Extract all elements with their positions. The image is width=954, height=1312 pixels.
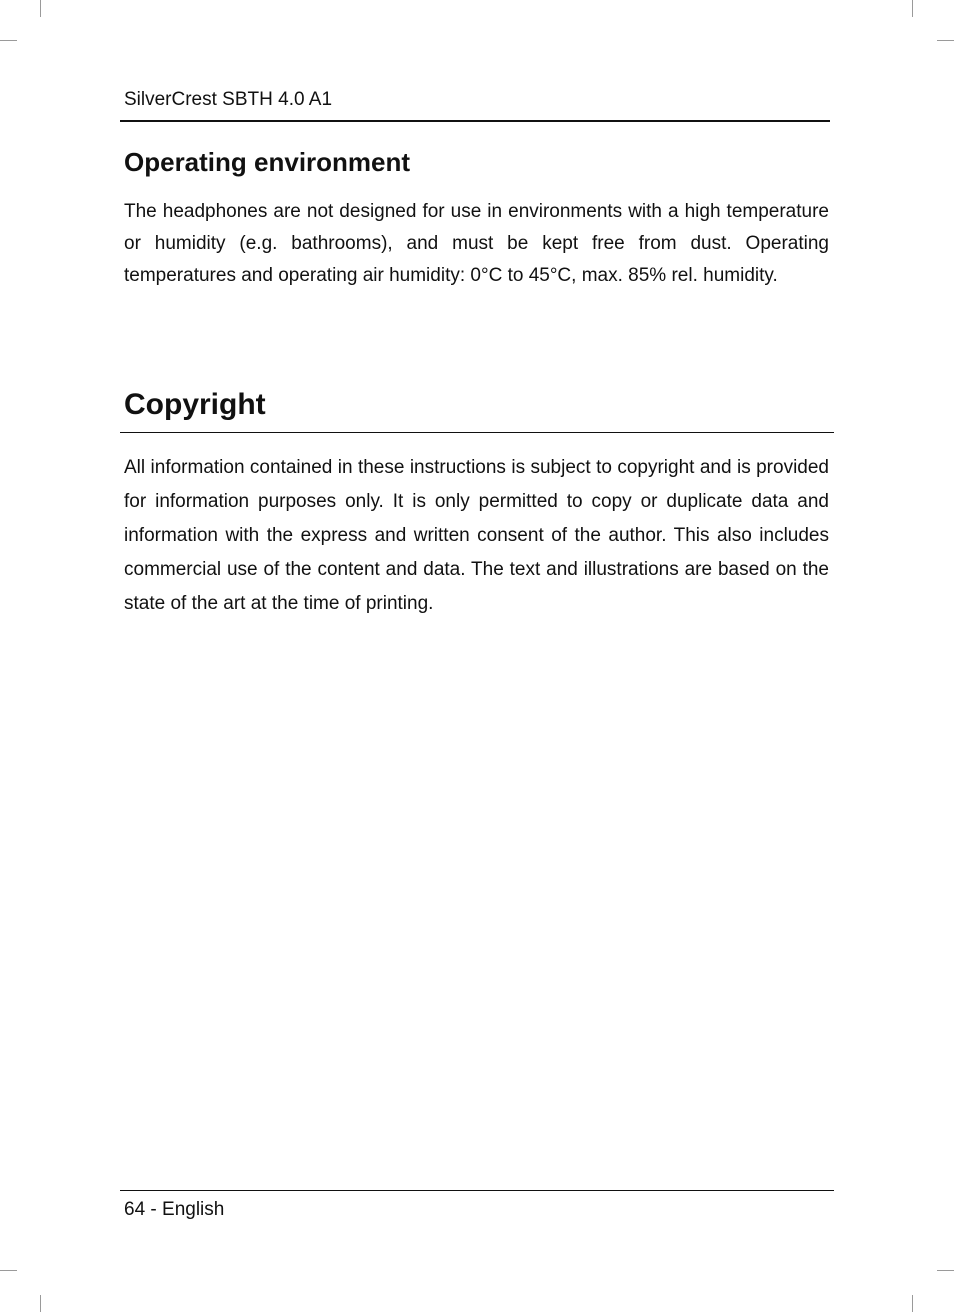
copyright-heading-rule [120, 432, 834, 433]
running-header: SilverCrest SBTH 4.0 A1 [124, 89, 333, 110]
crop-mark-top-right [912, 0, 913, 17]
section-heading-operating-environment: Operating environment [124, 147, 411, 177]
crop-mark-top-left [40, 0, 41, 17]
footer-rule [120, 1190, 834, 1191]
header-rule [120, 120, 830, 122]
page-number-footer: 64 - English [124, 1199, 225, 1220]
crop-mark-left-bottom [0, 1270, 17, 1271]
crop-mark-right-bottom [937, 1270, 954, 1271]
section-body-operating-environment: The headphones are not designed for use in environments with a high temperature or humidity (e.g. bathrooms), and must be kept free from dust. Operating temperatures and operating air humidity: 0°C to 45°C, max. 85% rel. humidity. [124, 201, 829, 286]
section-body-copyright: All information contained in these instructions is subject to copyright and is provided for information purposes only. It is only permitted to copy or duplicate data and information with the express and written consent of the author. This also includes commercial use of the content and data. The text and illustrations are based on the state of the art at the time of printing. [124, 457, 829, 614]
crop-mark-right-top [937, 40, 954, 41]
crop-mark-bottom-right [912, 1295, 913, 1312]
crop-mark-left-top [0, 40, 17, 41]
section-heading-copyright: Copyright [124, 388, 266, 421]
crop-mark-bottom-left [40, 1295, 41, 1312]
